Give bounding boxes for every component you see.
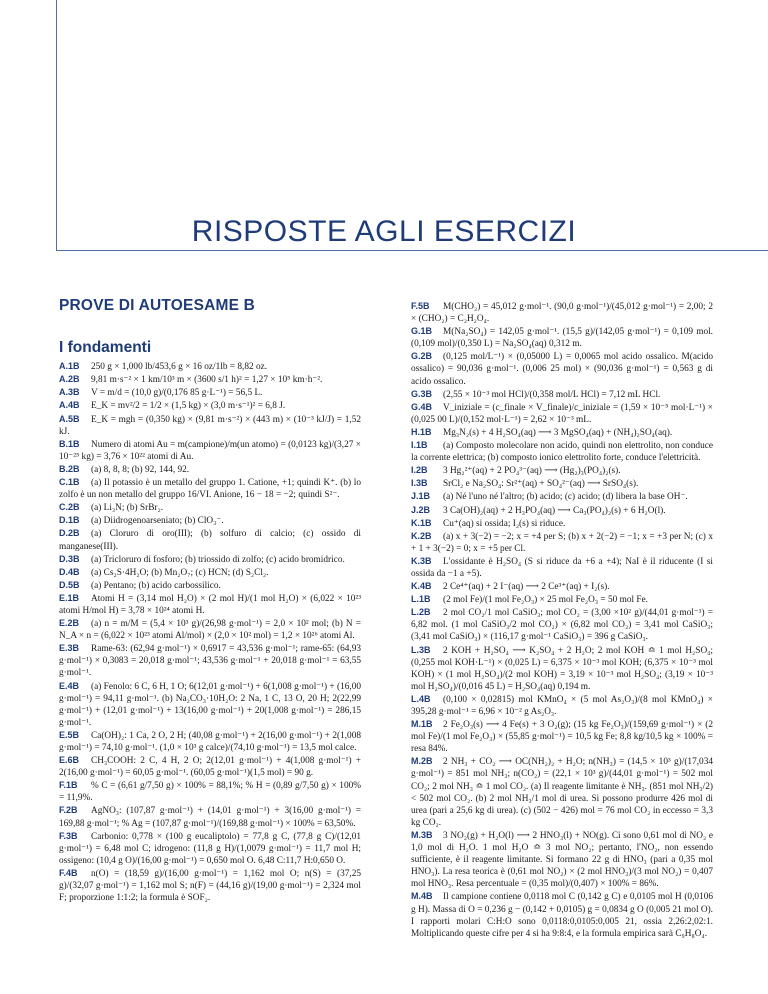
answer-text: Cu⁺(aq) si ossida; I₂(s) si riduce. <box>443 518 566 529</box>
answer-entry <box>411 300 713 325</box>
answer-label: M.3B <box>411 829 433 840</box>
answer-text: 3 NO₂(g) + H₂O(l) ⟶ 2 HNO₃(l) + NO(g). Ci sono 0,61 mol di NO₂ e 1,0 mol di H₂O. 1 mol H₂O ≏ 3 mol NO₂; pertanto, l'NO₂, non essendo sufficiente, è il reagente limitante. Si formano 22 g di HNO₃ (pari a 0,35 mol HNO₃). La resa teorica è (0,61 mol NO₂) × (2 mol HNO₃)/(3 mol NO₂) = 0,407 mol HNO₃. Resa percentuale = (0,35 mol)/(0,407) × 100% = 86%. <box>411 830 713 890</box>
answer-text: Mg₃N₂(s) + 4 H₂SO₄(aq) ⟶ 3 MgSO₄(aq) + (NH₄)₂SO₄(aq). <box>443 427 673 438</box>
answer-text: 250 g × 1,000 lb/453,6 g × 16 oz/1lb = 8,82 oz. <box>91 362 268 373</box>
answer-text: (2 mol Fe)/(1 mol Fe₂O₃) × 25 mol Fe₂O₃ = 50 mol Fe. <box>443 595 648 606</box>
answer-entry <box>411 477 713 490</box>
answer-text: (a) x + 3(−2) = −2; x = +4 per S; (b) x + 2(−2) = −1; x = +3 per N; (c) x + 1 + 3(−2) = 0; x = +5 per Cl. <box>411 531 713 554</box>
answer-text: n(O) = (18,59 g)/(16,00 g·mol⁻¹) = 1,162 mol O; n(S) = (37,25 g)/(32,07 g·mol⁻¹) = 1,162 mol S; n(F) = (44,16 g)/(19,00 g·mol⁻¹) = 2,324 mol F; proporzione 1:1:2; la formula è SOF₂. <box>59 868 361 904</box>
answer-label: M.1B <box>411 719 433 730</box>
answer-label: I.2B <box>411 465 428 476</box>
answer-entry <box>59 617 361 642</box>
answer-text: 3 Ca(OH)₂(aq) + 2 H₃PO₄(aq) ⟶ Ca₃(PO₄)₂(s) + 6 H₂O(l). <box>443 505 666 516</box>
answer-entry <box>411 401 713 426</box>
answer-label: A.3B <box>59 387 80 398</box>
answer-label: G.3B <box>411 388 433 399</box>
answer-entry <box>59 514 361 527</box>
answer-label: E.1B <box>59 592 80 603</box>
answer-entry <box>411 718 713 755</box>
page-title: RISPOSTE AGLI ESERCIZI <box>191 215 577 249</box>
answer-label: M.2B <box>411 756 433 767</box>
answer-entry <box>411 755 713 829</box>
answer-label: L.2B <box>411 607 431 618</box>
answer-text: (a) Il potassio è un metallo del gruppo 1. Catione, +1; quindi K⁺. (b) lo zolfo è un non metallo del gruppo 16/VI. Anione, 16 − 18 = −2; quindi S²⁻. <box>59 478 361 501</box>
answer-entry <box>59 680 361 729</box>
answer-entry <box>59 527 361 552</box>
answer-text: 9,81 m·s⁻² × 1 km/10³ m × (3600 s/1 h)² = 1,27 × 10⁵ km·h⁻². <box>91 375 323 386</box>
title-vertical-rule <box>56 0 57 250</box>
answer-entry <box>411 693 713 718</box>
left-answers-list <box>59 360 361 904</box>
answer-label: F.1B <box>59 780 78 791</box>
answer-text: 2 Fe₂O₃(s) ⟶ 4 Fe(s) + 3 O₂(g); (15 kg Fe₂O₃)/(159,69 g·mol⁻¹) × (2 mol Fe)/(1 mol Fe₂O₃) × (55,85 g·mol⁻¹) = 10,5 kg Fe; 8,8 kg/10,5 kg × 100% = resa 84%. <box>411 720 713 755</box>
answer-entry <box>59 566 361 579</box>
answer-label: A.4B <box>59 400 80 411</box>
answer-label: F.3B <box>59 830 78 841</box>
answer-label: A.5B <box>59 413 80 424</box>
answer-text: Rame-63: (62,94 g·mol⁻¹) × 0,6917 = 43,536 g·mol⁻¹; rame-65: (64,93 g·mol⁻¹) × 0,3083 = 20,018 g·mol⁻¹; 43,536 g·mol⁻¹ + 20,018 g·mol⁻¹ = 63,55 g·mol⁻¹. <box>59 644 361 679</box>
answer-text: 2 NH₃ + CO₂ ⟶ OC(NH₂)₂ + H₂O; n(NH₃) = (14,5 × 10³ g)/(17,034 g·mol⁻¹) = 851 mol NH₃; n(CO₂) = (22,1 × 10³ g)/(44,01 g·mol⁻¹) = 502 mol CO₂; 2 mol NH₃ ≏ 1 mol CO₂. (a) Il reagente limitante è NH₃. (851 mol NH₃/2) < 502 mol CO₂. (b) 2 mol NH₃/1 mol di urea. Si possono produrre 426 mol di urea (pari a 25,6 kg di urea). (c) (502 − 426) mol = 76 mol CO₂ in eccesso = 3,3 kg CO₂. <box>411 757 713 828</box>
answer-label: D.1B <box>59 515 80 526</box>
answer-text: (a) Pentano; (b) acido carbossilico. <box>91 580 221 591</box>
answer-text: Atomi H = (3,14 mol H₂O) × (2 mol H)/(1 mol H₂O) × (6,022 × 10²³ atomi H/mol H) = 3,78 × 10²⁴ atomi H. <box>59 593 361 616</box>
answer-text: (a) Né l'uno né l'altro; (b) acido; (c) acido; (d) libera la base OH⁻. <box>443 492 688 503</box>
answer-label: M.4B <box>411 891 433 902</box>
answer-text: (0,125 mol/L⁻¹) × (0,05000 L) = 0,0065 mol acido ossalico. M(acido ossalico) = 90,036 g·mol⁻¹. (0,006 25 mol) × (90,036 g·mol⁻¹) = 0,563 g di acido ossalico. <box>411 352 713 387</box>
answer-entry <box>411 426 713 439</box>
answer-text: (a) Composto molecolare non acido, quindi non elettrolito, non conduce la corrente elettrica; (b) composto ionico elettrolito forte, conduce l'elettricità. <box>411 441 713 464</box>
answer-entry <box>411 829 713 890</box>
answer-label: C.2B <box>59 502 80 513</box>
answer-label: L.4B <box>411 693 431 704</box>
answer-label: G.2B <box>411 351 433 362</box>
answer-text: M(Na₂SO₄) = 142,05 g·mol⁻¹. (15,5 g)/(142,05 g·mol⁻¹) = 0,109 mol. (0,109 mol)/(0,350 L) = Na₂SO₄(aq) 0,312 m. <box>411 327 713 350</box>
answer-text: (a) Cs₂S·4H₂O; (b) Mn₂O₇; (c) HCN; (d) S₂Cl₂. <box>91 567 269 578</box>
answer-text: Il campione contiene 0,0118 mol C (0,142 g C) e 0,0105 mol H (0,0106 g H). Massa di O = 0,236 g − (0,142 + 0,0105) g = 0,0834 g O (0,005 21 mol O). I rapporti molari C:H:O sono 0,0118:0,0105:0,005 21, ossia 2,26:2,02:1. Moltiplicando queste cifre per 4 si ha 9:8:4, e la formula empirica sarà C₉H₈O₄. <box>411 892 713 939</box>
answer-entry <box>411 890 713 939</box>
answer-label: D.4B <box>59 566 80 577</box>
answer-label: E.6B <box>59 755 80 766</box>
answer-label: D.3B <box>59 553 80 564</box>
answer-text: 2 mol CO₂/1 mol CaSiO₃; mol CO₂ = (3,00 ×10² g)/(44,01 g·mol⁻¹) = 6,82 mol. (1 mol CaSiO₃/2 mol CO₂) × (6,82 mol CO₂) = 3,41 mol CaSiO₃; (3,41 mol CaSiO₃) × (116,17 g·mol⁻¹ CaSiO₃) = 396 g CaSiO₃. <box>411 608 713 643</box>
answer-label: F.5B <box>411 301 430 311</box>
answer-label: H.1B <box>411 426 432 437</box>
answer-label: I.1B <box>411 440 428 451</box>
answer-text: AgNO₃: (107,87 g·mol⁻¹) + (14,01 g·mol⁻¹) + 3(16,00 g·mol⁻¹) = 169,88 g·mol⁻¹; % Ag = (107,87 g·mol⁻¹)/(169,88 g·mol⁻¹) × 100% = 63,50%. <box>59 806 361 829</box>
answer-label: C.1B <box>59 477 80 488</box>
answer-text: (a) Tricloruro di fosforo; (b) triossido di zolfo; (c) acido bromidrico. <box>91 554 345 565</box>
answer-entry <box>411 504 713 517</box>
answer-text: 2 Ce⁴⁺(aq) + 2 I⁻(aq) ⟶ 2 Ce³⁺(aq) + I₂(s). <box>443 582 610 593</box>
right-answers-list <box>411 300 713 940</box>
answer-entry <box>59 413 361 438</box>
answer-label: E.2B <box>59 618 80 629</box>
left-column <box>59 297 361 904</box>
answer-text: (2,55 × 10⁻³ mol HCl)/(0,358 mol/L HCl) = 7,12 mL HCl. <box>443 389 661 400</box>
answer-entry <box>411 464 713 477</box>
answer-text: (a) Fenolo: 6 C, 6 H, 1 O; 6(12,01 g·mol⁻¹) + 6(1,008 g·mol⁻¹) + (16,00 g·mol⁻¹) = 94,11 g·mol⁻¹. (b) Na₂CO₃·10H₂O: 2 Na, 1 C, 13 O, 20 H; 2(22,99 g·mol⁻¹) + (12,01 g·mol⁻¹) + 13(16,00 g·mol⁻¹) + 20(1,008 g·mol⁻¹) = 286,15 g·mol⁻¹. <box>59 681 361 728</box>
title-horizontal-rule <box>56 250 768 251</box>
answer-text: (a) 8, 8, 8; (b) 92, 144, 92. <box>91 464 190 475</box>
answer-entry <box>411 555 713 580</box>
answer-entry <box>59 830 361 867</box>
answer-label: L.3B <box>411 644 431 655</box>
answer-entry <box>411 350 713 387</box>
answer-entry <box>411 580 713 593</box>
answer-label: F.2B <box>59 805 78 816</box>
answer-label: J.1B <box>411 491 431 502</box>
answer-entry <box>59 463 361 476</box>
answer-entry <box>411 530 713 555</box>
answer-entry <box>59 754 361 779</box>
answer-label: B.1B <box>59 438 80 449</box>
answer-entry <box>411 439 713 464</box>
answer-text: L'ossidante è H₂SO₄ (S si riduce da +6 a +4); NaI è il riducente (I si ossida da −1 a +5). <box>411 556 713 579</box>
answer-label: A.2B <box>59 374 80 385</box>
answer-entry <box>411 325 713 350</box>
answer-entry <box>411 388 713 401</box>
answer-text: E_K = mv²/2 = 1/2 × (1,5 kg) × (3,0 m·s⁻¹)² = 6,8 J. <box>91 401 286 412</box>
answer-label: K.4B <box>411 581 432 592</box>
answer-entry <box>411 517 713 530</box>
answer-entry <box>411 593 713 606</box>
answer-entry <box>59 729 361 754</box>
answer-text: (a) Diidrogenoarseniato; (b) ClO₃⁻. <box>91 516 224 527</box>
right-column <box>411 300 713 940</box>
answer-label: E.5B <box>59 729 80 740</box>
answer-text: 2 KOH + H₂SO₄ ⟶ K₂SO₄ + 2 H₂O; 2 mol KOH ≏ 1 mol H₂SO₄; (0,255 mol KOH·L⁻¹) × (0,025 L) = 6,375 × 10⁻³ mol KOH; (6,375 × 10⁻³ mol KOH) × (1 mol H₂SO₄)/(2 mol KOH) = 3,19 × 10⁻³ mol H₂SO₄; (3,19 × 10⁻³ mol H₂SO₄)/(0,016 45 L) = H₂SO₄(aq) 0,194 m. <box>411 645 713 692</box>
answer-label: G.1B <box>411 326 433 337</box>
answer-label: E.3B <box>59 643 80 654</box>
answer-label: K.3B <box>411 555 432 566</box>
answer-text: (0,100 × 0,02815) mol KMnO₄ × (5 mol As₂O₃)/(8 mol KMnO₄) × 395,28 g·mol⁻¹ = 6,96 × 10⁻² g As₂O₃. <box>411 694 713 717</box>
answer-text: SrCl₂ e Na₂SO₄: Sr²⁺(aq) + SO₄²⁻(aq) ⟶ SrSO₄(s). <box>443 479 639 490</box>
answer-text: 3 Hg₂²⁺(aq) + 2 PO₄³⁻(aq) ⟶ (Hg₂)₃(PO₄)₂(s). <box>443 466 621 477</box>
answer-entry <box>59 779 361 804</box>
answer-label: E.4B <box>59 680 80 691</box>
subsection-title: I fondamenti <box>59 339 152 357</box>
answer-entry <box>59 867 361 904</box>
answer-text: Ca(OH)₂: 1 Ca, 2 O, 2 H; (40,08 g·mol⁻¹) + 2(16,00 g·mol⁻¹) + 2(1,008 g·mol⁻¹) = 74,10 g·mol⁻¹. (1,0 × 10³ g calce)/(74,10 g·mol⁻¹) = 13,5 mol calce. <box>59 730 361 753</box>
answer-text: (a) Cloruro di oro(III); (b) solfuro di calcio; (c) ossido di manganese(III). <box>59 529 361 552</box>
answer-text: Numero di atomi Au = m(campione)/m(un atomo) = (0,0123 kg)/(3,27 × 10⁻²⁵ kg) = 3,76 × 10²² atomi di Au. <box>59 439 361 462</box>
answer-entry <box>59 592 361 617</box>
answer-text: % C = (6,61 g/7,50 g) × 100% = 88,1%; % H = (0,89 g/7,50 g) × 100% = 11,9%. <box>59 781 361 804</box>
answer-entry <box>59 642 361 679</box>
answer-label: K.1B <box>411 517 432 528</box>
answer-entry <box>59 360 361 373</box>
answer-text: CH₃COOH: 2 C, 4 H, 2 O; 2(12,01 g·mol⁻¹) + 4(1,008 g·mol⁻¹) + 2(16,00 g·mol⁻¹) = 60,05 g·mol⁻¹. (60,05 g·mol⁻¹)(1,5 mol) = 90 g. <box>59 756 361 779</box>
answer-entry <box>59 804 361 829</box>
answer-label: A.1B <box>59 361 80 372</box>
answer-entry <box>59 438 361 463</box>
answer-entry <box>59 373 361 386</box>
answer-label: D.2B <box>59 528 80 539</box>
answer-entry <box>59 476 361 501</box>
answer-entry <box>411 490 713 503</box>
answer-label: K.2B <box>411 530 432 541</box>
answer-text: M(CHO₂) = 45,012 g·mol⁻¹. (90,0 g·mol⁻¹)/(45,012 g·mol⁻¹) = 2,00; 2 × (CHO₂) = C₂H₂O₄. <box>411 302 713 325</box>
section-title: PROVE DI AUTOESAME B <box>59 297 256 314</box>
answer-label: D.5B <box>59 579 80 590</box>
answer-entry <box>59 386 361 399</box>
answer-entry <box>411 606 713 643</box>
answer-label: B.2B <box>59 463 80 474</box>
answer-label: I.3B <box>411 478 428 489</box>
answer-text: (a) n = m/M = (5,4 × 10³ g)/(26,98 g·mol⁻¹) = 2,0 × 10² mol; (b) N = N_A × n = (6,022 × 10²³ atomi Al/mol) × (2,0 × 10² mol) = 1,2 × 10²⁶ atomi Al. <box>59 619 361 642</box>
answer-label: L.1B <box>411 594 431 605</box>
answer-entry <box>59 399 361 412</box>
answer-label: F.4B <box>59 867 78 878</box>
answer-text: (a) Li₃N; (b) SrBr₂. <box>91 503 164 514</box>
answer-entry <box>59 501 361 514</box>
answer-text: Carbonio: 0,778 × (100 g eucaliptolo) = 77,8 g C, (77,8 g C)/(12,01 g·mol⁻¹) = 6,48 mol C; idrogeno: (11,8 g H)/(1,0079 g·mol⁻¹) = 11,7 mol H; ossigeno: (10,4 g O)/(16,00 g·mol⁻¹) = 0,650 mol O. 6,48 C:11,7 H:0,650 O. <box>59 831 361 866</box>
answer-entry <box>59 579 361 592</box>
answer-entry <box>59 553 361 566</box>
answer-entry <box>411 644 713 693</box>
answer-text: E_K = mgh = (0,350 kg) × (9,81 m·s⁻²) × (443 m) × (10⁻³ kJ/J) = 1,52 kJ. <box>59 414 361 437</box>
answer-text: V_iniziale = (c_finale × V_finale)/c_iniziale = (1,59 × 10⁻⁵ mol·L⁻¹) × (0,025 00 L)/(0,152 mol·L⁻¹) = 2,62 × 10⁻³ mL. <box>411 402 713 425</box>
answer-text: V = m/d = (10,0 g)/(0,176 85 g·L⁻¹) = 56,5 L. <box>91 388 263 399</box>
answer-label: J.2B <box>411 504 431 515</box>
answer-label: G.4B <box>411 401 433 412</box>
